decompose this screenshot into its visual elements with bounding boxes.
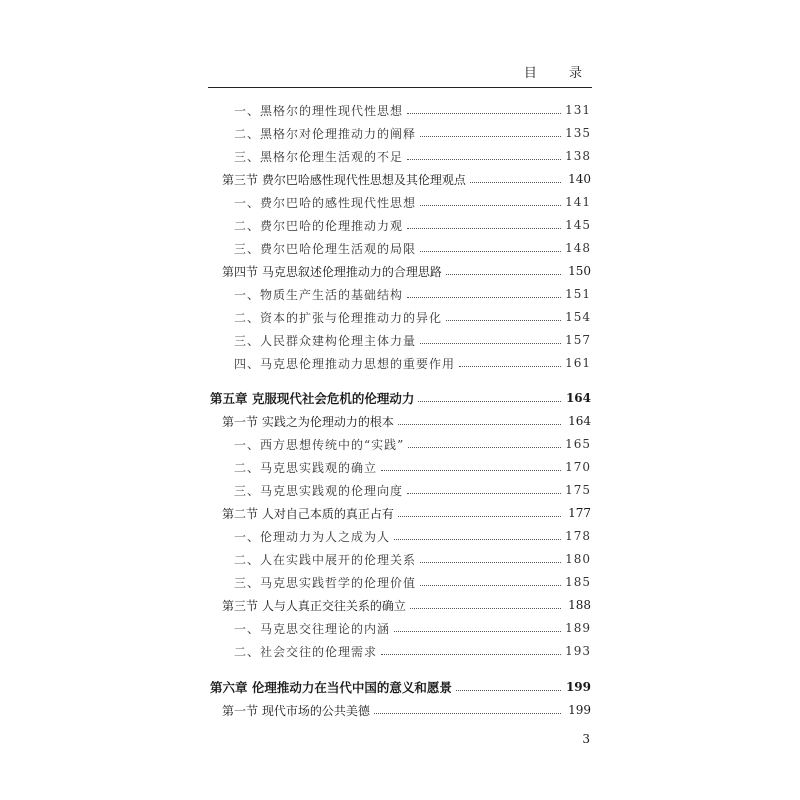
toc-entry-section — [0, 502, 800, 524]
toc-entry-label: 三、马克思实践观的伦理向度 — [234, 483, 404, 498]
toc-leader-dots — [420, 205, 561, 206]
toc-entry-label: 一、黑格尔的理性现代性思想 — [234, 103, 404, 118]
toc-entry-label: 三、人民群众建构伦理主体力量 — [234, 333, 417, 348]
toc-entry-label: 一、伦理动力为人之成为人 — [234, 529, 391, 544]
toc-entry-item — [0, 145, 800, 167]
toc-entry-label: 第六章 伦理推动力在当代中国的意义和愿景 — [210, 680, 452, 695]
toc-entry-item — [0, 456, 800, 478]
toc-entry-page: 161 — [565, 356, 591, 370]
toc-entry-label: 三、黑格尔伦理生活观的不足 — [234, 149, 404, 164]
toc-entry-item — [0, 329, 800, 351]
toc-entry-label: 一、物质生产生活的基础结构 — [234, 287, 404, 302]
toc-entry-page: 180 — [565, 552, 591, 566]
toc-entry-item — [0, 283, 800, 305]
toc-entry-section — [0, 699, 800, 721]
toc-entry-page: 189 — [565, 621, 591, 635]
toc-entry-page: 135 — [565, 126, 591, 140]
toc-entry-label: 第三节 费尔巴哈感性现代性思想及其伦理观点 — [222, 172, 466, 187]
toc-entry-label: 一、费尔巴哈的感性现代性思想 — [234, 195, 417, 210]
toc-entry-chapter — [0, 387, 800, 409]
toc-entry-item — [0, 548, 800, 570]
toc-entry-page: 140 — [568, 172, 591, 186]
toc-leader-dots — [420, 585, 561, 586]
toc-entry-page: 150 — [568, 264, 591, 278]
toc-entry-page: 177 — [568, 506, 591, 520]
toc-leader-dots — [381, 470, 561, 471]
toc-entry-label: 三、费尔巴哈伦理生活观的局限 — [234, 241, 417, 256]
toc-entry-label: 二、社会交往的伦理需求 — [234, 644, 378, 659]
toc-entry-section — [0, 594, 800, 616]
toc-entry-label: 二、资本的扩张与伦理推动力的异化 — [234, 310, 443, 325]
toc-entry-label: 一、西方思想传统中的“实践” — [234, 437, 405, 452]
toc-leader-dots — [394, 631, 561, 632]
toc-entry-item — [0, 617, 800, 639]
toc-entry-page: 154 — [565, 310, 591, 324]
toc-leader-dots — [407, 493, 561, 494]
toc-entry-item — [0, 214, 800, 236]
toc-entry-label: 一、马克思交往理论的内涵 — [234, 621, 391, 636]
toc-entry-page: 164 — [565, 391, 591, 405]
toc-entry-page: 165 — [565, 437, 591, 451]
toc-entry-item — [0, 352, 800, 374]
toc-entry-section — [0, 260, 800, 282]
toc-entry-chapter — [0, 676, 800, 698]
toc-leader-dots — [407, 159, 561, 160]
toc-entry-label: 第一节 现代市场的公共美德 — [222, 703, 370, 718]
toc-entry-label: 第一节 实践之为伦理动力的根本 — [222, 414, 394, 429]
page-number: 3 — [582, 732, 590, 746]
toc-leader-dots — [446, 320, 561, 321]
toc-entry-label: 第四节 马克思叙述伦理推动力的合理思路 — [222, 264, 442, 279]
toc-entry-page: 157 — [565, 333, 591, 347]
toc-entry-page: 164 — [568, 414, 591, 428]
running-header: 目 录 — [523, 66, 597, 81]
toc-entry-page: 199 — [565, 680, 591, 694]
toc-entry-label: 三、马克思实践哲学的伦理价值 — [234, 575, 417, 590]
toc-leader-dots — [407, 113, 561, 114]
toc-entry-label: 二、马克思实践观的确立 — [234, 460, 378, 475]
toc-entry-page: 175 — [565, 483, 591, 497]
toc-leader-dots — [407, 228, 561, 229]
toc-entry-page: 131 — [565, 103, 591, 117]
toc-leader-dots — [459, 366, 561, 367]
toc-entry-label: 第五章 克服现代社会危机的伦理动力 — [210, 391, 415, 406]
toc-entry-label: 二、黑格尔对伦理推动力的阐释 — [234, 126, 417, 141]
toc-entry-page: 188 — [568, 598, 591, 612]
toc-entry-page: 170 — [565, 460, 591, 474]
toc-entry-page: 145 — [565, 218, 591, 232]
toc-entry-page: 178 — [565, 529, 591, 543]
toc-leader-dots — [408, 447, 561, 448]
toc-entry-page: 199 — [568, 703, 591, 717]
toc-leader-dots — [398, 516, 561, 517]
toc-entry-item — [0, 191, 800, 213]
toc-leader-dots — [420, 343, 561, 344]
toc-entry-item — [0, 433, 800, 455]
toc-entry-item — [0, 306, 800, 328]
toc-entry-label: 四、马克思伦理推动力思想的重要作用 — [234, 356, 456, 371]
toc-leader-dots — [374, 713, 561, 714]
toc-entry-item — [0, 99, 800, 121]
toc-entry-label: 二、人在实践中展开的伦理关系 — [234, 552, 417, 567]
toc-entry-item — [0, 525, 800, 547]
toc-entry-page: 141 — [565, 195, 591, 209]
toc-leader-dots — [446, 274, 561, 275]
toc-entry-label: 第三节 人与人真正交往关系的确立 — [222, 598, 406, 613]
toc-leader-dots — [470, 182, 561, 183]
toc-leader-dots — [398, 424, 561, 425]
toc-leader-dots — [420, 251, 561, 252]
toc-entry-page: 148 — [565, 241, 591, 255]
toc-leader-dots — [420, 562, 561, 563]
toc-entry-label: 二、费尔巴哈的伦理推动力观 — [234, 218, 404, 233]
toc-entry-item — [0, 640, 800, 662]
toc-leader-dots — [407, 297, 561, 298]
toc-entry-section — [0, 410, 800, 432]
toc-entry-item — [0, 122, 800, 144]
header-rule — [208, 87, 592, 88]
toc-entry-page: 138 — [565, 149, 591, 163]
toc-entry-label: 第二节 人对自己本质的真正占有 — [222, 506, 394, 521]
toc-entry-page: 151 — [565, 287, 591, 301]
toc-leader-dots — [420, 136, 561, 137]
toc-entry-item — [0, 237, 800, 259]
toc-entry-section — [0, 168, 800, 190]
toc-leader-dots — [394, 539, 561, 540]
toc-leader-dots — [456, 690, 561, 691]
toc-entry-item — [0, 479, 800, 501]
toc-entry-page: 193 — [565, 644, 591, 658]
toc-leader-dots — [381, 654, 561, 655]
toc-leader-dots — [418, 401, 561, 402]
toc-entry-page: 185 — [565, 575, 591, 589]
toc-leader-dots — [410, 608, 561, 609]
toc-entry-item — [0, 571, 800, 593]
